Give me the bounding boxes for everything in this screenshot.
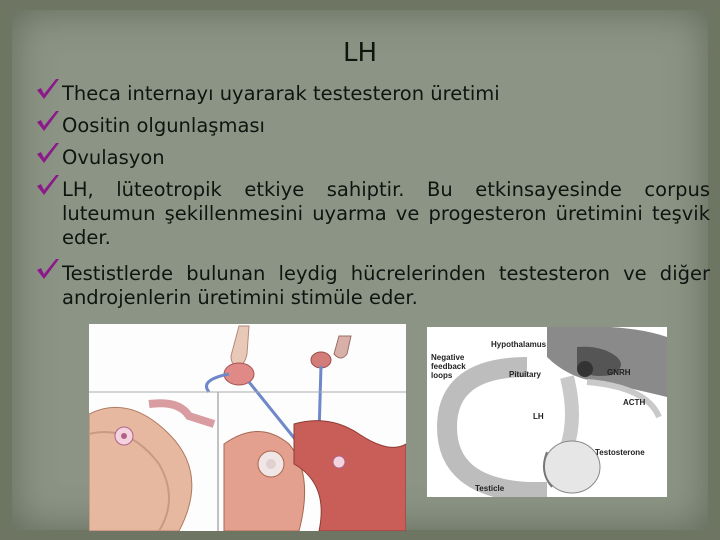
bullet-item xyxy=(34,146,710,170)
ovary-illustration xyxy=(89,324,406,531)
label-testosterone: Testosterone xyxy=(595,448,645,457)
bullet-text: Ovulasyon xyxy=(62,146,165,169)
label-gnrh: GNRH xyxy=(607,368,631,377)
label-acth: ACTH xyxy=(623,398,646,407)
label-pituitary: Pituitary xyxy=(509,370,542,379)
hormone-diagram xyxy=(427,327,667,497)
bullet-item xyxy=(34,114,710,138)
bullet-text: Oositin olgunlaşması xyxy=(62,114,265,137)
bullet-item xyxy=(34,82,710,106)
bullet-text: LH, lüteotropik etkiye sahiptir. Bu etkinsayesinde corpus luteumun şekillenmesini uyarma ve progesteron üretimini teşvik eder. xyxy=(62,178,710,249)
label-hypothalamus: Hypothalamus xyxy=(491,340,547,349)
bullet-text: Theca internayı uyararak testesteron üretimi xyxy=(62,82,500,105)
label-lh: LH xyxy=(533,412,544,421)
bullet-text: Testistlerde bulunan leydig hücrelerinden testesteron ve diğer androjenlerin üretimini stimüle eder. xyxy=(62,262,710,309)
checkmark-icon xyxy=(34,172,62,200)
checkmark-icon xyxy=(34,108,62,136)
checkmark-icon xyxy=(34,140,62,168)
bullet-item xyxy=(34,262,710,310)
label-testicle: Testicle xyxy=(475,484,505,493)
checkmark-icon xyxy=(34,76,62,104)
bullet-item xyxy=(34,178,710,250)
label-negative-feedback: Negative feedback loops xyxy=(431,353,466,380)
slide-title: LH xyxy=(342,38,378,68)
checkmark-icon xyxy=(34,256,62,284)
